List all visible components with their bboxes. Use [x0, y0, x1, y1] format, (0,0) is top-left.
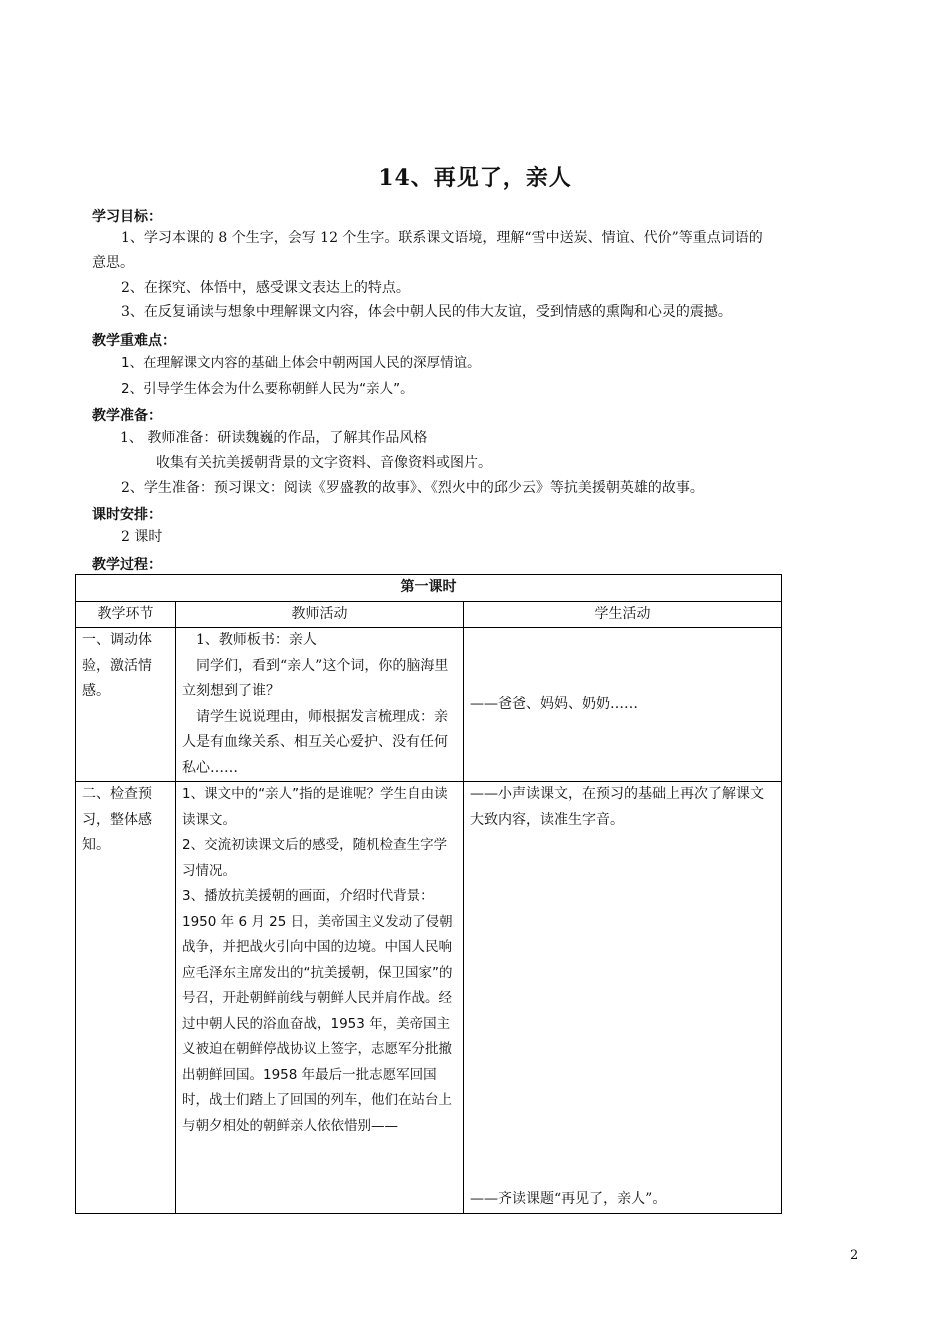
teacher-activity-line: 1、教师板书：亲人 [196, 632, 317, 648]
objectives-heading: 学习目标： [92, 209, 162, 225]
teacher-activity-cell [176, 782, 464, 1214]
teacher-activity-cell [176, 628, 464, 782]
column-header-stage: 教学环节 [76, 601, 176, 628]
column-header-student: 学生活动 [464, 601, 782, 628]
table-row [76, 628, 782, 782]
preparation-heading: 教学准备： [92, 408, 162, 424]
schedule-value: 2 课时 [121, 529, 163, 545]
student-activity-line: ——小声读课文，在预习的基础上再次了解课文大致内容，读准生字音。 [470, 786, 764, 828]
preparation-1-cont: 收集有关抗美援朝背景的文字资料、音像资料或图片。 [156, 455, 492, 471]
objective-2: 2、在探究、体悟中，感受课文表达上的特点。 [121, 280, 410, 296]
student-activity-cell [464, 782, 782, 1214]
spacer [470, 833, 775, 1187]
schedule-heading: 课时安排： [92, 507, 162, 523]
page-number: 2 [850, 1248, 859, 1263]
preparation-1: 1、 教师准备：研读魏巍的作品，了解其作品风格 [120, 430, 428, 446]
stage-cell: 二、检查预习，整体感知。 [76, 782, 176, 1214]
column-header-teacher: 教师活动 [176, 601, 464, 628]
teacher-activity-line: 请学生说说理由，师根据发言梳理成：亲人是有血缘关系、相互关心爱护、没有任何私心…… [182, 708, 448, 776]
student-activity-line: ——齐读课题“再见了，亲人”。 [470, 1191, 667, 1207]
teacher-activity-line: 同学们，看到“亲人”这个词，你的脑海里立刻想到了谁？ [182, 657, 449, 699]
key-point-2: 2、引导学生体会为什么要称朝鲜人民为“亲人”。 [121, 381, 414, 397]
teacher-activity-line: 3、播放抗美援朝的画面，介绍时代背景：1950 年 6 月 25 日，美帝国主义发动了侵朝战争，并把战火引向中国的边境。中国人民响应毛泽东主席发出的“抗美援朝，保卫国家”的号召，开赴朝鲜前线与朝鲜人民并肩作战。经过中朝人民的浴血奋战，1953 年，美帝国主义被迫在朝鲜停战协议上签字，志愿军分批撤出朝鲜回国。1958 年最后一批志愿军回国时，战士们踏上了回国的列车，他们在站台上与朝夕相处的朝鲜亲人依依惜别—— [182, 888, 453, 1134]
teacher-activity-line: 1、课文中的“亲人”指的是谁呢？学生自由读读课文。 [182, 786, 448, 828]
teacher-activity-line: 2、交流初读课文后的感受，随机检查生字学习情况。 [182, 837, 448, 879]
student-activity-line: ——爸爸、妈妈、奶奶…… [470, 695, 638, 712]
key-point-1: 1、在理解课文内容的基础上体会中朝两国人民的深厚情谊。 [121, 355, 481, 371]
objective-3: 3、在反复诵读与想象中理解课文内容，体会中朝人民的伟大友谊，受到情感的熏陶和心灵的震撼。 [121, 304, 732, 320]
key-points-heading: 教学重难点： [92, 333, 176, 349]
stage-cell: 一、调动体验，激活情感。 [76, 628, 176, 782]
lesson-table [75, 574, 782, 1214]
objective-1-line2: 意思。 [92, 255, 134, 271]
process-heading: 教学过程： [92, 557, 162, 573]
student-activity-cell [464, 628, 782, 782]
table-row [76, 782, 782, 1214]
table-section-title: 第一课时 [76, 575, 782, 602]
preparation-2: 2、学生准备：预习课文：阅读《罗盛教的故事》、《烈火中的邱少云》等抗美援朝英雄的故事。 [121, 480, 704, 496]
page-title: 14、再见了，亲人 [378, 165, 572, 191]
objective-1-line1: 1、学习本课的 8 个生字，会写 12 个生字。联系课文语境，理解“雪中送炭、情谊、代价”等重点词语的 [121, 230, 763, 246]
